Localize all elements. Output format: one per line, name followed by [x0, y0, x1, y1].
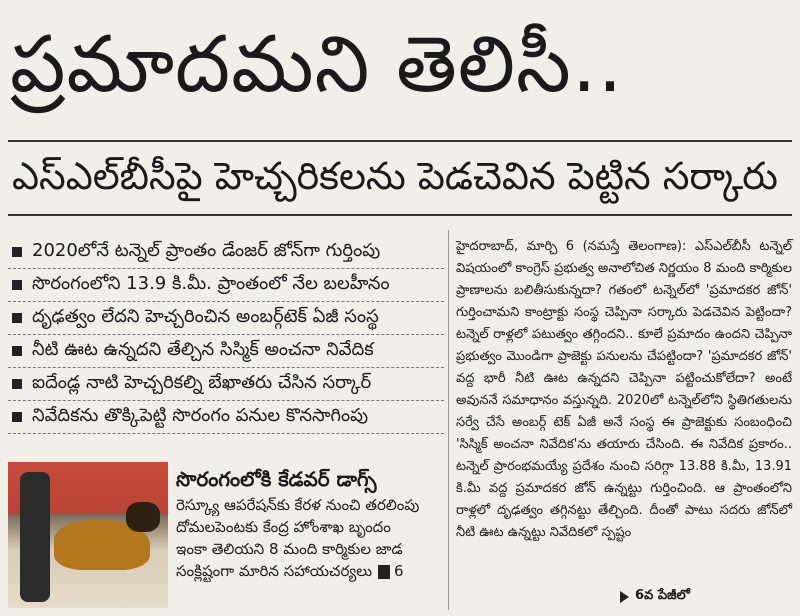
- divider-top: [8, 140, 792, 142]
- sidebox-line-with-ref: [176, 560, 440, 582]
- article-body: [456, 236, 792, 544]
- bullet-text: నీటి ఊట ఉన్నదని తేల్చిన సిస్మిక్‌ అంచనా నివేదిక: [32, 338, 374, 360]
- square-bullet-icon: [12, 412, 22, 422]
- headline: ప్రమాదమని తెలిసీ..: [10, 20, 624, 110]
- sidebox-line: దోమలపెంటకు కేంద్ర హోంశాఖ బృందం: [176, 518, 391, 536]
- bullet-item: [8, 401, 444, 434]
- square-bullet-icon: [12, 379, 22, 389]
- square-bullet-icon: [12, 313, 22, 323]
- bullet-text: సొరంగంలోని 13.9 కి.మీ. ప్రాంతంలో నేల బలహీనం: [32, 272, 390, 294]
- page-arrow-icon: [378, 565, 390, 579]
- bullet-text: దృఢత్వం లేదని హెచ్చరించిన అంబర్గ్‌టెక్‌ ఏజీ సంస్థ: [32, 305, 379, 327]
- divider-mid: [8, 214, 792, 216]
- article-text: హైదరాబాద్‌, మార్చి 6 (నమస్తే తెలంగాణ): ఎస్‌ఎల్‌బీసీ టన్నెల్‌ విషయంలో కాంగ్రెస్‌ ప్రభుత్వ అనాలోచిత నిర్ణయం 8 మంది కార్మికుల ప్రాణాలను బలితీసుకున్నదా? గతంలో టన్నెల్‌లో 'ప్రమాదకర జోన్‌' గుర్తించామని కాంట్రాక్టు సంస్థ చెప్పినా సర్కారు పెడచెవిన పెట్టిందా? టన్నెల్‌ రాళ్లలో పటుత్వం తగ్గిందని.. కూలే ప్రమాదం ఉందని చెప్పినా ప్రభుత్వం మొండిగా ప్రాజెక్టు పనులను చేపట్టిందా? 'ప్రమాదకర జోన్‌' వద్ద భారీ నీటి ఊట ఉన్నదని చెప్పినా పట్టించుకోలేదా? అంటే అవుననే సమాధానం వస్తున్నది. 2020లో టన్నెల్‌లోని స్థితిగతులను సర్వే చేసే అంబర్గ్‌ టెక్‌ ఏజీ అనే సంస్థ ఈ ప్రాజెక్టుకు సంబంధించి 'సిస్మిక్‌ అంచనా నివేదిక'ను తయారు చేసింది. ఈ నివేదిక ప్రకారం.. టన్నెల్‌ ప్రారంభమయ్యే ప్రదేశం నుంచి సరిగ్గా 13.88 కి.మీ, 13.91 కి.మీ వద్ద ప్రమాదకర జోన్‌ ఉన్నట్టు గుర్తించింది. ఆ ప్రాంతంలోని రాళ్లలో దృఢత్వం తగ్గినట్టు తేల్చింది. దీంతో పాటు సదరు జోన్‌లో నీటి ఊట ఉన్నట్టు నివేదికలో స్పష్టం: [456, 239, 792, 540]
- dog-photo: [8, 462, 168, 608]
- bullet-text: 2020లోనే టన్నెల్‌ ప్రాంతం డేంజర్‌ జోన్‌గా గుర్తింపు: [32, 239, 381, 261]
- continued-on-page: [620, 588, 690, 606]
- bullet-text: నివేదికను తొక్కిపెట్టి సొరంగం పనుల కొనసాగింపు: [32, 404, 369, 426]
- bullet-item: [8, 368, 444, 401]
- bullet-item: [8, 236, 444, 269]
- handler-legs: [20, 472, 50, 602]
- subheadline: ఎస్‌ఎల్‌బీసీపై హెచ్చరికలను పెడచెవిన పెట్టిన సర్కారు: [12, 154, 778, 198]
- sidebox-page-ref: 6: [394, 562, 404, 580]
- bullet-item: [8, 302, 444, 335]
- sidebox: [176, 464, 440, 610]
- square-bullet-icon: [12, 247, 22, 257]
- jump-text: 6వ పేజీలో: [635, 588, 690, 603]
- column-divider: [448, 230, 449, 610]
- square-bullet-icon: [12, 280, 22, 290]
- bullet-list: [8, 236, 444, 434]
- square-bullet-icon: [12, 346, 22, 356]
- sidebox-line: రెస్క్యూ ఆపరేషన్‌కు కేరళ నుంచి తరలింపు: [176, 496, 420, 514]
- bullet-item: [8, 335, 444, 368]
- sidebox-line-text: సంక్లిష్టంగా మారిన సహాయచర్యలు: [176, 562, 373, 580]
- sidebox-title: సొరంగంలోకి కేడవర్‌ డాగ్స్‌: [176, 467, 377, 491]
- bullet-item: [8, 269, 444, 302]
- bullet-text: ఐదేండ్ల నాటి హెచ్చరికల్ని బేఖాతరు చేసిన సర్కార్‌: [32, 371, 372, 393]
- sidebox-line: ఇంకా తెలియని 8 మంది కార్మికుల జాడ: [176, 540, 403, 558]
- triangle-arrow-icon: [620, 591, 629, 603]
- dog-head: [126, 502, 160, 532]
